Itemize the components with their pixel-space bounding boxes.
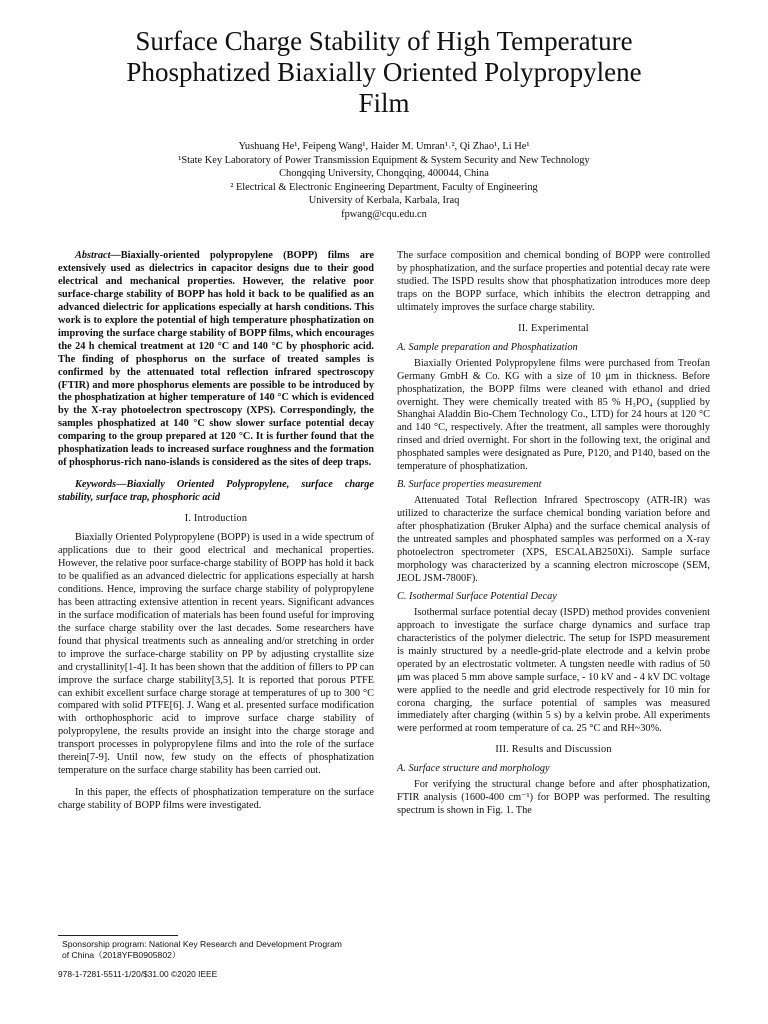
intro-paragraph-1: Biaxially Oriented Polypropylene (BOPP) is used in a wide spectrum of applications due to their good electrical and mechanical properties. However, the relative poor surface-charge stability of BOPP has hold it back to be qualified as an advanced dielectric for applications especially at harsh conditions. Hence, improving the surface charge stability of polypropylene has been attracting extensive attention in recent years. Significant advances in the surface modification of materials has been found useful for improving the surface charge stability over the last decades. Some researchers have found that physical treatments such as annealing and/or stretching in order to improve the surface-charge stability on PP by adjusting crystallite size and crystallinity[1-4]. It has been shown that the addition of fillers to PP can improve the surface charge stability[3,5]. It is reported that porous PTFE can exhibit excellent surface charge storage at temperatures of up to 300 °C compared with solid PTFE[6]. J. Wang et al. presented surface modification with orthophosphoric acid to improve surface charge stability of polypropylene, the results provide an insight into the charge storage and transport processes in polypropylene films and into the role of the surface therein[7-9]. Until now, few study on the effects of phosphatization temperature on the surface charge stability has been carried out. [58,532,374,777]
sample-preparation-paragraph: Biaxially Oriented Polypropylene films were purchased from Treofan Germany GmbH & Co. KG with a size of 10 μm in thickness. Before phosphatization, the BOPP films were cleaned with ethanol and dried overnight. They were chemically treated with 85 % H₃PO₄ (supplied by Shanghai Aladdin Bio-Chem Technology Co., LTD) for 24 hours at 120 °C and 140 °C, respectively. After the treatment, all samples were thoroughly rinsed and dried overnight. For short in the following text, the original and phosphated samples were designated as Pure, P120, and P140, based on the temperature of phosphatization. [397,357,710,473]
abstract [58,250,374,470]
section-heading-results: III. Results and Discussion [495,744,612,756]
affiliation-1: ¹State Key Laboratory of Power Transmission Equipment & System Security and New Technology [178,154,590,166]
intro-paragraph-2: In this paper, the effects of phosphatization temperature on the surface charge stability of BOPP films were investigated. [58,787,374,812]
subsection-sample-preparation: A. Sample preparation and Phosphatization [397,341,578,353]
author-block [40,140,728,222]
affiliation-1-address: Chongqing University, Chongqing, 400044, China [279,168,489,180]
subsection-ispd: C. Isothermal Surface Potential Decay [397,590,557,602]
footnote-divider [58,935,178,936]
keywords [58,479,374,505]
section-heading-introduction: I. Introduction [184,513,248,525]
abstract-text: Biaxially-oriented polypropylene (BOPP) films are extensively used as dielectrics in capacitor designs due to their good electrical and mechanical properties. However, the relative poor surface-charge stability of BOPP has hold it back to be qualified as an advanced dielectric for applications especially at harsh conditions. This work is to explore the potential of high temperature phosphatization on improving the surface charge stability of BOPP films, which encourages the 24 h chemical treatment at 120 °C and 140 °C by phosphoric acid. The finding of phosphorus on the surface of treated samples is confirmed by the attenuated total reflection infrared spectroscopy (FTIR) and more phosphorus elements are possible to be introduced by the phosphatization at higher temperature of 140 °C which is evidenced by the X-ray photoelectron spectroscopy (XPS). Correspondingly, the samples phosphatized at 140 °C show slower surface potential decay comparing to the group prepared at 120 °C. It is further found that the phosphatization leads to increased surface roughness and the formation of phosphorus-rich nano-islands is considered as the sites of deep traps. [58,250,374,469]
surface-properties-paragraph: Attenuated Total Reflection Infrared Spectroscopy (ATR-IR) was utilized to characterize the surface chemical bonding variation before and after phosphatization (Bruker Alpha) and the surface chemical analysis of the untreated samples and phosphated samples was performed on a X-ray photoelectron spectrometer (XPS, ESCALAB250Xi). Sample surface morphology was characterized by a scanning electron microscope (SEM, JEOL JSM-7800F). [397,495,710,584]
keywords-text: Biaxially Oriented Polypropylene, surface charge stability, surface trap, phosphoric acid [58,479,374,504]
ispd-paragraph: Isothermal surface potential decay (ISPD) method provides convenient approach to investigate the surface charge dynamics and surface trap characteristics of the polymer dielectric. The setup for ISPD measurement is mainly structured by a needle-grid-plate electrode and a kelvin probe operated by an electrostatic voltmeter. A tungsten needle with radius of 50 μm was placed 5 mm above sample surface, - 10 kV and - 4 kV DC voltage were applied to the needle and grid electrode respectively for 10 min for corona charging, the surface potential of samples was measured immediately after charging (within 5 s) by a kelvin probe. All experiments were performed at room temperature of ca. 25 °C and RH~30%. [397,606,710,735]
affiliation-2: ² Electrical & Electronic Engineering Department, Faculty of Engineering [230,181,538,193]
title-line-3: Film [358,88,410,118]
subsection-surface-structure: A. Surface structure and morphology [397,763,550,775]
keywords-label: Keywords— [75,479,127,491]
footnote [62,939,378,961]
title-line-2: Phosphatized Biaxially Oriented Polypropylene [126,57,642,87]
isbn-line: 978-1-7281-5511-1/20/$31.00 ©2020 IEEE [58,969,218,979]
affiliation-2-address: University of Kerbala, Karbala, Iraq [308,195,460,207]
footnote-line-2: of China（2018YFB0905802） [62,950,181,960]
right-column [397,250,710,818]
abstract-label: Abstract— [75,250,121,261]
intro-paragraph-3: The surface composition and chemical bonding of BOPP were controlled by phosphatization, and the surface properties and potential decay rate were studied. The ISPD results show that phosphatization introduces more deep traps on the BOPP surface, which inhibits the electron detrapping and ultimately improves the surface charge stability. [397,250,710,313]
title-line-1: Surface Charge Stability of High Temperature [135,26,633,56]
footnote-line-1: Sponsorship program: National Key Research and Development Program [62,939,342,949]
left-column [58,250,374,813]
surface-structure-paragraph: For verifying the structural change before and after phosphatization, FTIR analysis (1600-400 cm⁻¹) for BOPP was performed. The resulting spectrum is shown in Fig. 1. The [397,779,710,817]
subsection-surface-properties: B. Surface properties measurement [397,479,542,491]
author-email: fpwang@cqu.edu.cn [341,208,427,220]
paper-title [40,26,728,119]
section-heading-experimental: II. Experimental [518,322,589,334]
author-names: Yushuang He¹, Feipeng Wang¹, Haider M. Umran¹˒², Qi Zhao¹, Li He¹ [238,141,530,152]
